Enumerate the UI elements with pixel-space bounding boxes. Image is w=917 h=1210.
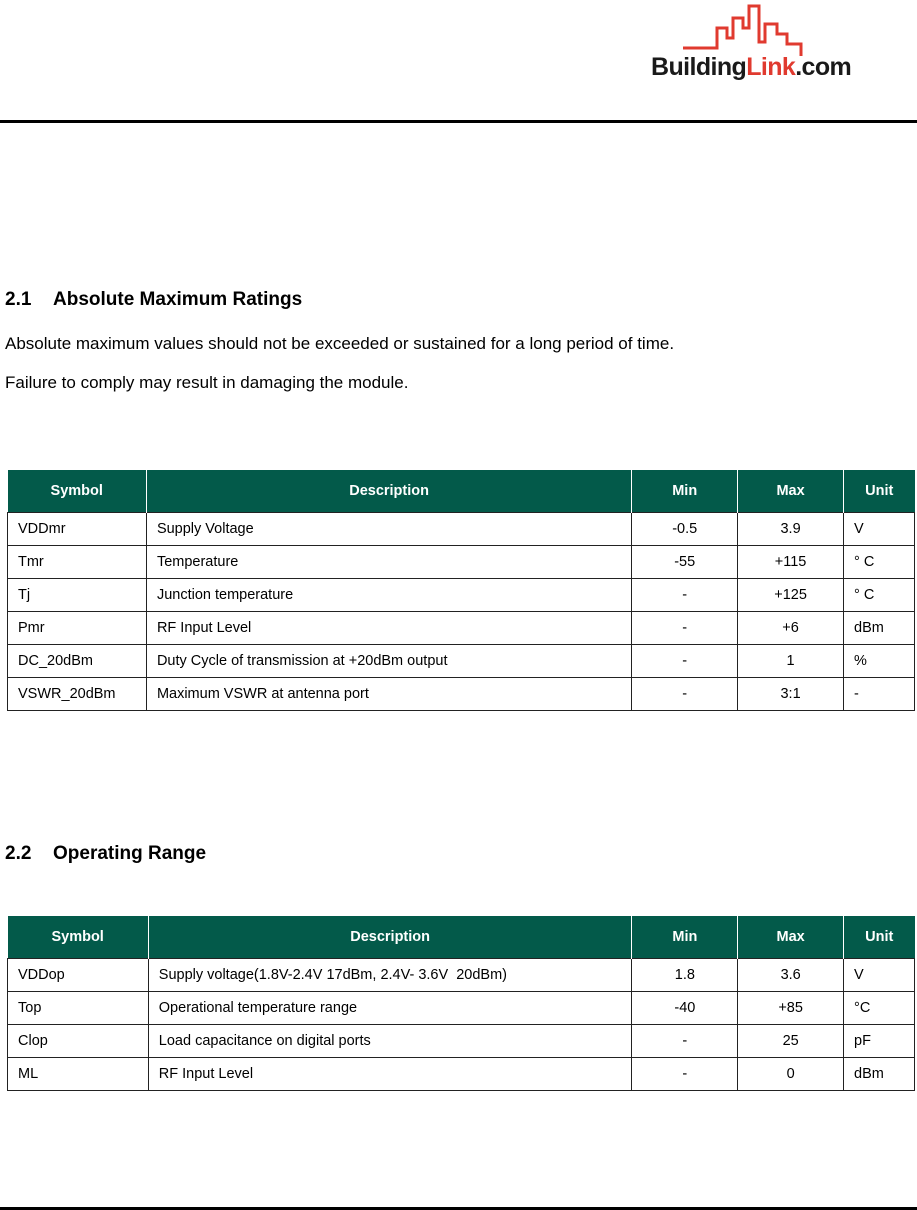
- description-cell: Load capacitance on digital ports: [148, 1025, 632, 1058]
- unit-cell: ° C: [844, 579, 915, 612]
- header-rule: [0, 120, 917, 123]
- section-title: Operating Range: [53, 843, 207, 864]
- section-number: 2.2: [5, 843, 32, 864]
- unit-cell: pF: [844, 1025, 915, 1058]
- min-cell: 1.8: [632, 959, 738, 992]
- buildinglink-logo: [651, 4, 865, 84]
- description-cell: Supply voltage(1.8V-2.4V 17dBm, 2.4V- 3.6V 20dBm): [148, 959, 632, 992]
- column-header: Symbol: [8, 916, 149, 959]
- symbol-cell: Tj: [8, 579, 147, 612]
- unit-cell: -: [844, 678, 915, 711]
- symbol-cell: Pmr: [8, 612, 147, 645]
- max-cell: 3.6: [738, 959, 844, 992]
- table-row: [8, 992, 915, 1025]
- min-cell: -: [632, 579, 738, 612]
- table-row: [8, 959, 915, 992]
- column-header: Description: [146, 470, 631, 513]
- min-cell: -: [632, 612, 738, 645]
- description-cell: Supply Voltage: [146, 513, 631, 546]
- unit-cell: %: [844, 645, 915, 678]
- table-row: [8, 678, 915, 711]
- min-cell: -55: [632, 546, 738, 579]
- description-cell: Duty Cycle of transmission at +20dBm output: [146, 645, 631, 678]
- min-cell: -: [632, 1025, 738, 1058]
- column-header: Min: [632, 470, 738, 513]
- section-heading-2-2: [5, 843, 206, 865]
- section-heading-2-1: [5, 289, 302, 311]
- max-cell: 0: [738, 1058, 844, 1091]
- table-row: [8, 645, 915, 678]
- column-header: Max: [738, 470, 844, 513]
- table-row: [8, 612, 915, 645]
- section-title: Absolute Maximum Ratings: [53, 289, 303, 310]
- symbol-cell: VSWR_20dBm: [8, 678, 147, 711]
- max-cell: +115: [738, 546, 844, 579]
- max-cell: +6: [738, 612, 844, 645]
- table-row: [8, 579, 915, 612]
- description-cell: RF Input Level: [146, 612, 631, 645]
- symbol-cell: Tmr: [8, 546, 147, 579]
- column-header: Max: [738, 916, 844, 959]
- description-cell: RF Input Level: [148, 1058, 632, 1091]
- description-cell: Temperature: [146, 546, 631, 579]
- max-cell: 25: [738, 1025, 844, 1058]
- table-row: [8, 1058, 915, 1091]
- absolute-max-ratings-table: [7, 470, 915, 711]
- description-cell: Maximum VSWR at antenna port: [146, 678, 631, 711]
- paragraph-line: Failure to comply may result in damaging the module.: [5, 373, 409, 392]
- column-header: Min: [632, 916, 738, 959]
- symbol-cell: VDDop: [8, 959, 149, 992]
- symbol-cell: ML: [8, 1058, 149, 1091]
- section-number: 2.1: [5, 289, 32, 310]
- min-cell: -0.5: [632, 513, 738, 546]
- table-row: [8, 1025, 915, 1058]
- description-cell: Junction temperature: [146, 579, 631, 612]
- min-cell: -: [632, 645, 738, 678]
- max-cell: +85: [738, 992, 844, 1025]
- symbol-cell: VDDmr: [8, 513, 147, 546]
- skyline-logo-graphic: [683, 4, 807, 56]
- min-cell: -40: [632, 992, 738, 1025]
- description-cell: Operational temperature range: [148, 992, 632, 1025]
- logo-wordmark: BuildingLink.com: [651, 53, 852, 81]
- column-header: Unit: [844, 470, 915, 513]
- min-cell: -: [632, 678, 738, 711]
- column-header: Description: [148, 916, 632, 959]
- symbol-cell: Top: [8, 992, 149, 1025]
- unit-cell: dBm: [844, 1058, 915, 1091]
- unit-cell: °C: [844, 992, 915, 1025]
- table-row: [8, 546, 915, 579]
- symbol-cell: DC_20dBm: [8, 645, 147, 678]
- operating-range-table: [7, 916, 915, 1091]
- max-cell: 3:1: [738, 678, 844, 711]
- table-header-row: [8, 916, 915, 959]
- column-header: Symbol: [8, 470, 147, 513]
- unit-cell: V: [844, 959, 915, 992]
- unit-cell: V: [844, 513, 915, 546]
- max-cell: 3.9: [738, 513, 844, 546]
- unit-cell: dBm: [844, 612, 915, 645]
- max-cell: 1: [738, 645, 844, 678]
- table-header-row: [8, 470, 915, 513]
- unit-cell: ° C: [844, 546, 915, 579]
- min-cell: -: [632, 1058, 738, 1091]
- max-cell: +125: [738, 579, 844, 612]
- paragraph-line: Absolute maximum values should not be exceeded or sustained for a long period of time.: [5, 334, 675, 353]
- table-row: [8, 513, 915, 546]
- symbol-cell: Clop: [8, 1025, 149, 1058]
- column-header: Unit: [844, 916, 915, 959]
